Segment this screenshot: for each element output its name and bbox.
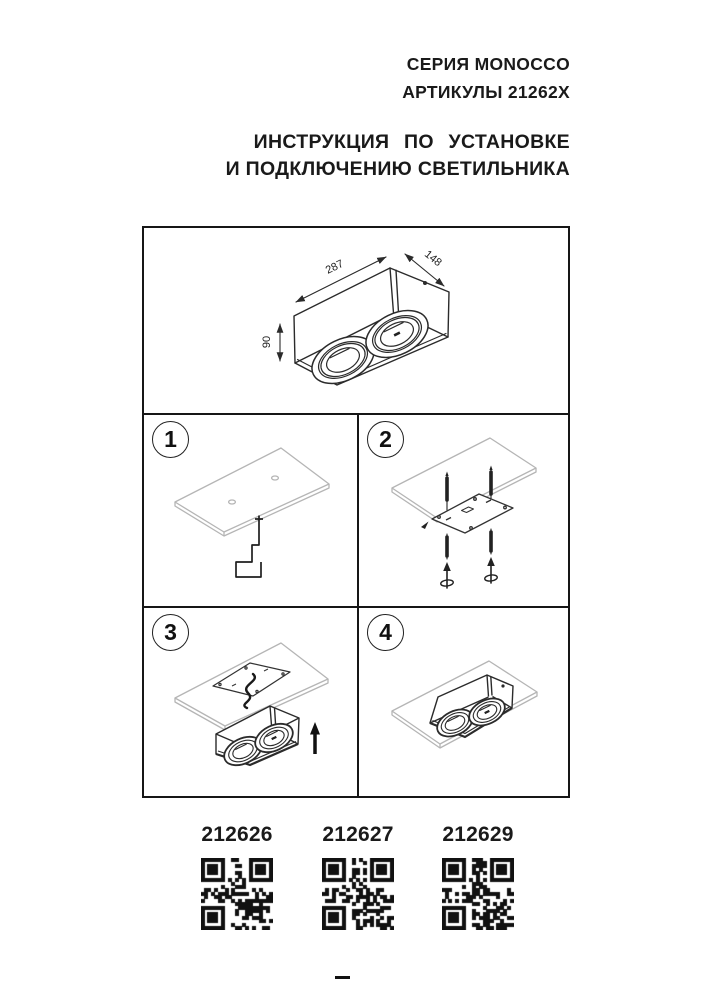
step-number-badge: 1 [152, 421, 189, 458]
article-block [201, 824, 273, 930]
screw-lower-left [440, 534, 453, 588]
dim-label-length: 287 [323, 257, 346, 277]
page-title-line1: ИНСТРУКЦИЯ ПО УСТАНОВКЕ [253, 131, 570, 153]
qr-code [322, 858, 394, 930]
diagram-frame [142, 226, 570, 798]
articles-title: АРТИКУЛЫ 21262X [402, 82, 570, 102]
fixture-dimension-drawing [144, 228, 568, 413]
panel-step-2 [359, 415, 568, 608]
panel-product-drawing [144, 228, 568, 415]
step-number-badge: 4 [367, 614, 404, 651]
article-code: 212626 [201, 823, 273, 846]
screw-lower-right [484, 529, 497, 583]
step-number-badge: 2 [367, 421, 404, 458]
panel-step-1 [144, 415, 359, 608]
qr-code [442, 858, 514, 930]
article-code: 212629 [442, 823, 514, 846]
page-title-line2: И ПОДКЛЮЧЕНИЮ СВЕТИЛЬНИКА [225, 158, 570, 180]
series-title: СЕРИЯ MONOCCO [406, 54, 570, 74]
screw-upper-right [489, 466, 492, 504]
fold-mark [335, 976, 350, 979]
article-code: 212627 [322, 823, 394, 846]
article-block [442, 824, 514, 930]
article-block [322, 824, 394, 930]
plate-arrow [421, 522, 429, 530]
step-number-badge: 3 [152, 614, 189, 651]
panel-step-3 [144, 608, 359, 796]
push-up-arrow [310, 722, 320, 754]
qr-code [201, 858, 273, 930]
dim-label-height: 90 [261, 335, 273, 349]
side-hole [423, 281, 427, 285]
panel-step-4 [359, 608, 568, 796]
dim-label-width: 148 [421, 248, 444, 270]
side-hole [501, 684, 504, 687]
